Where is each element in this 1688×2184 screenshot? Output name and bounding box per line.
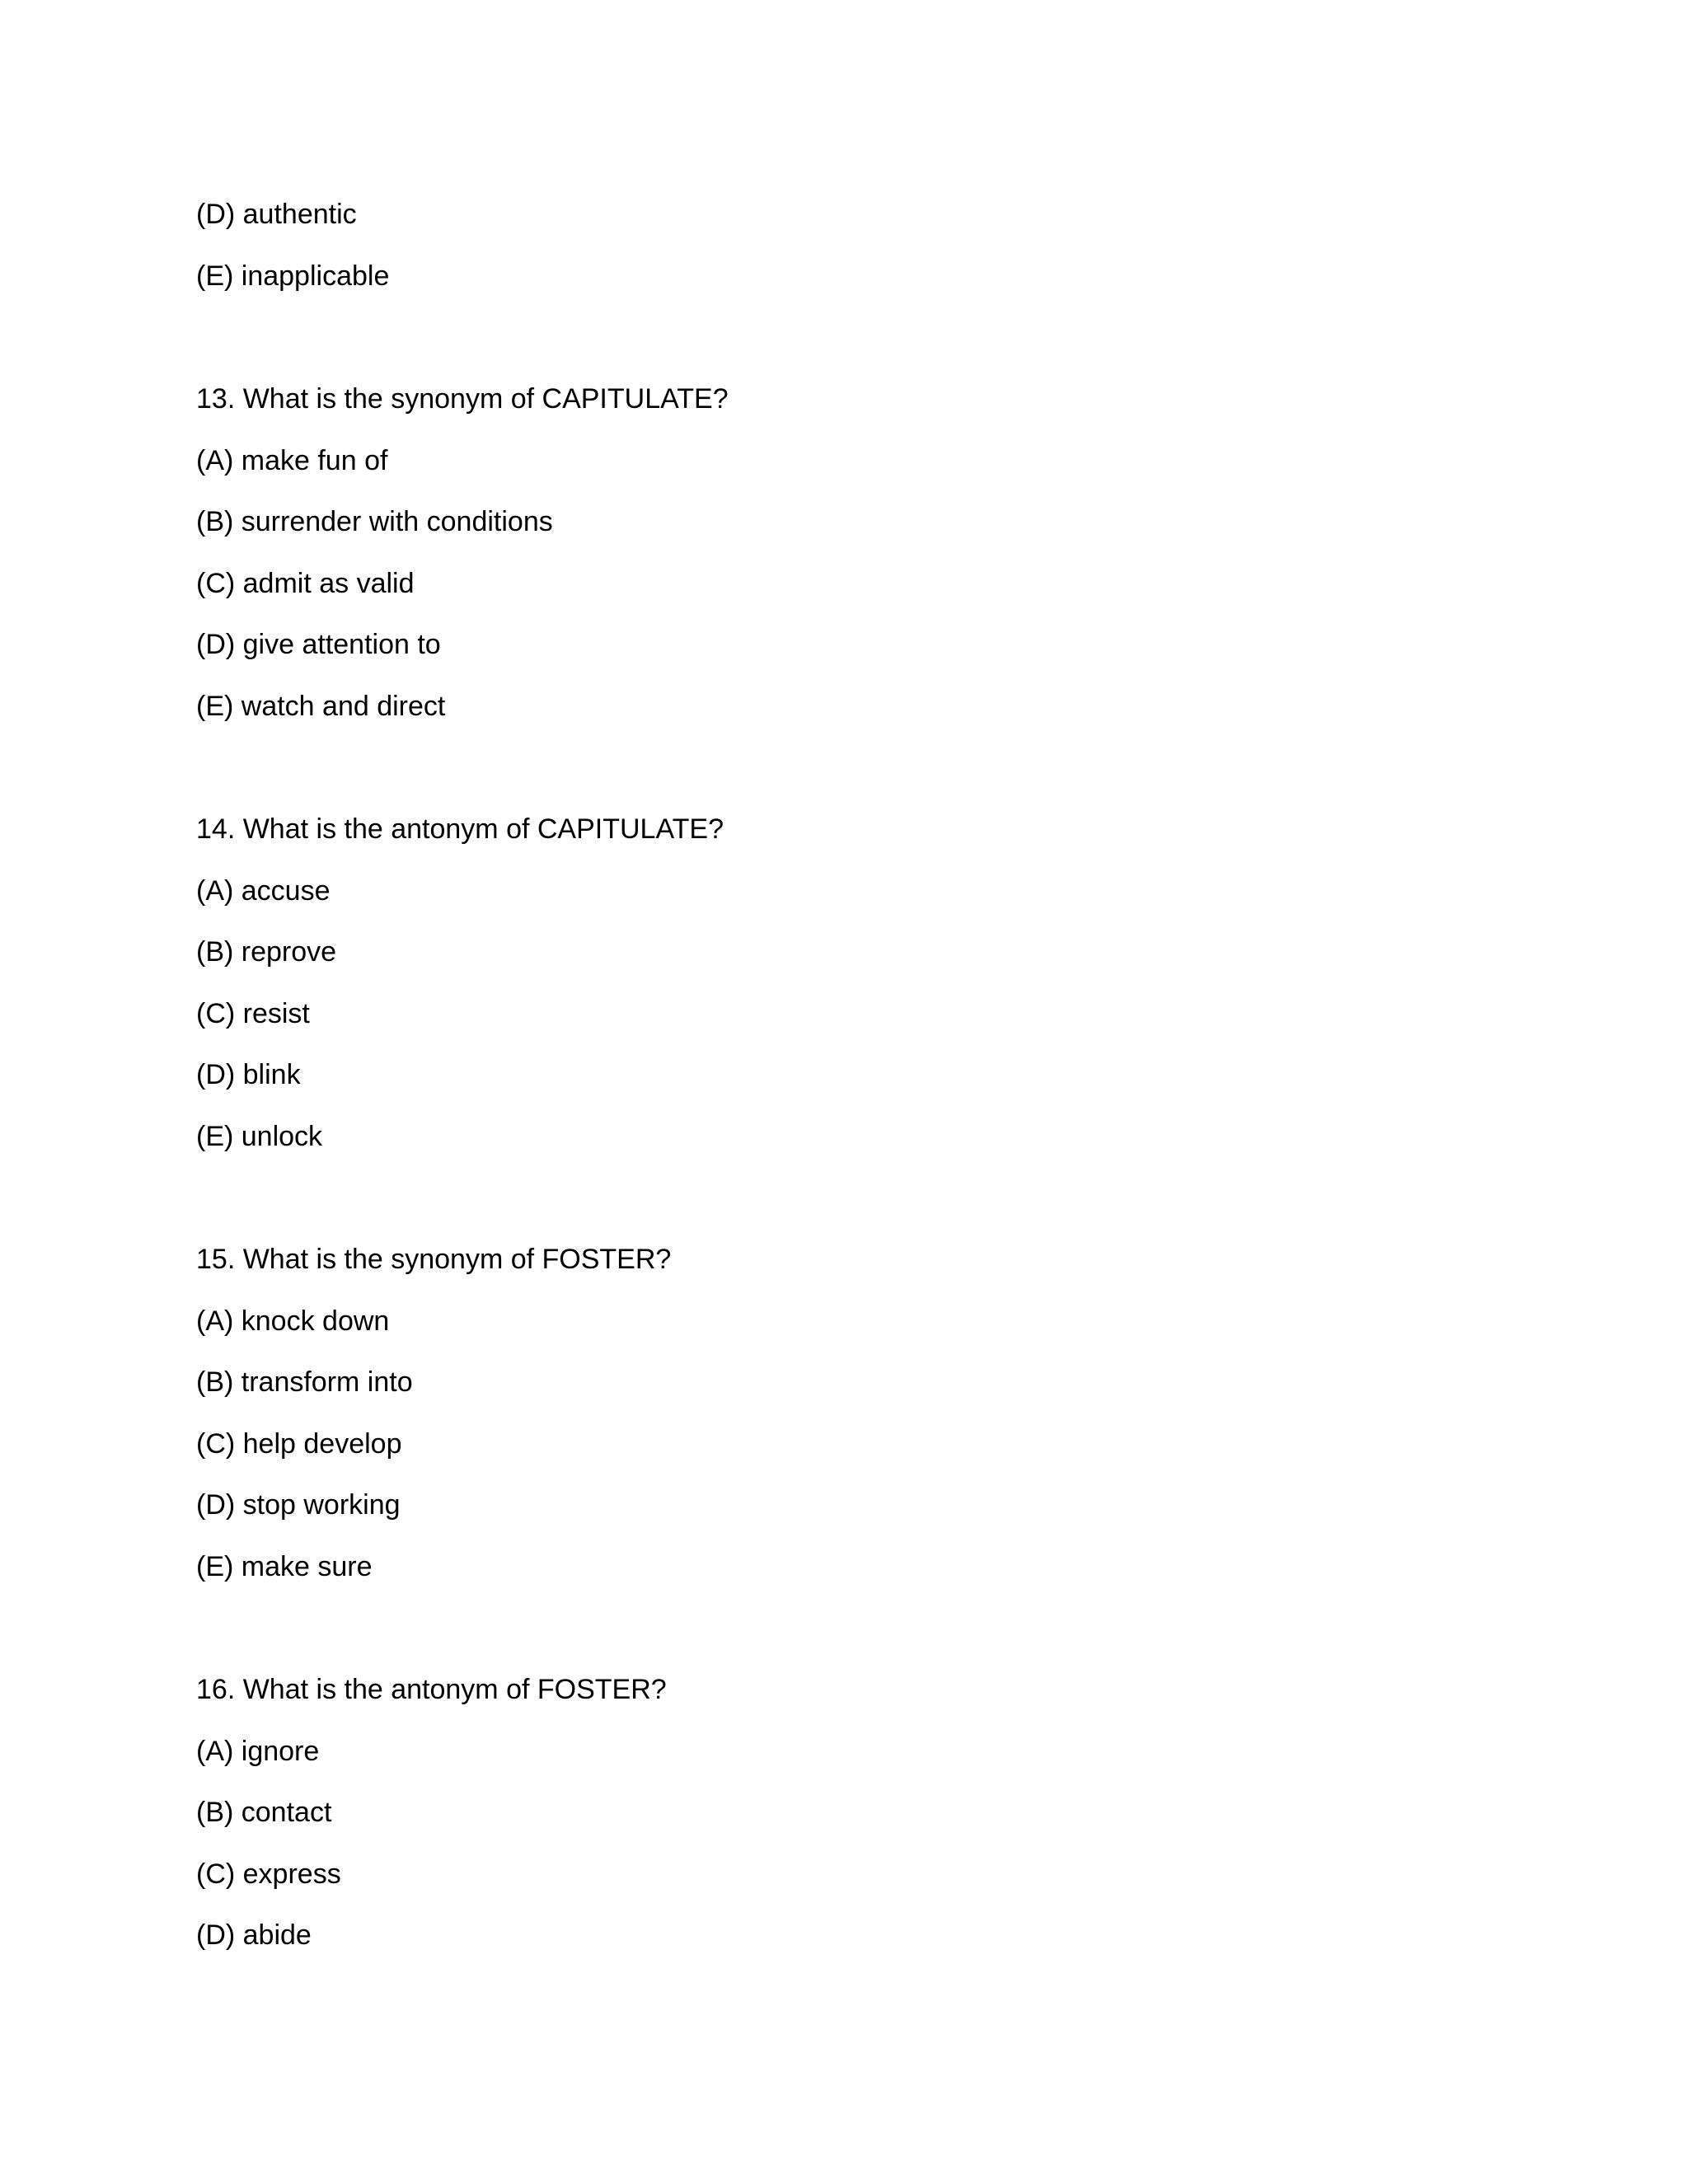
question-prompt: 14. What is the antonym of CAPITULATE? [196,813,724,845]
option-item: (E) make sure [196,1551,373,1582]
option-item: (E) inapplicable [196,260,390,292]
option-item: (D) blink [196,1059,301,1090]
option-item: (A) ignore [196,1736,320,1767]
option-item: (B) reprove [196,936,337,968]
option-item: (C) admit as valid [196,568,415,599]
question-prompt: 13. What is the synonym of CAPITULATE? [196,383,729,415]
option-item: (A) make fun of [196,445,388,476]
option-item: (D) stop working [196,1489,401,1521]
option-item: (E) watch and direct [196,691,446,722]
option-item: (D) give attention to [196,629,441,660]
question-prompt: 16. What is the antonym of FOSTER? [196,1674,667,1705]
question-prompt: 15. What is the synonym of FOSTER? [196,1244,672,1275]
option-item: (C) help develop [196,1428,402,1460]
option-item: (A) accuse [196,875,331,907]
option-item: (E) unlock [196,1121,323,1152]
option-item: (C) express [196,1858,341,1890]
option-item: (A) knock down [196,1305,390,1337]
option-item: (C) resist [196,998,310,1029]
option-item: (B) transform into [196,1366,413,1398]
option-item: (D) authentic [196,199,357,230]
option-item: (D) abide [196,1919,312,1951]
option-item: (B) surrender with conditions [196,506,553,537]
option-item: (B) contact [196,1797,332,1828]
